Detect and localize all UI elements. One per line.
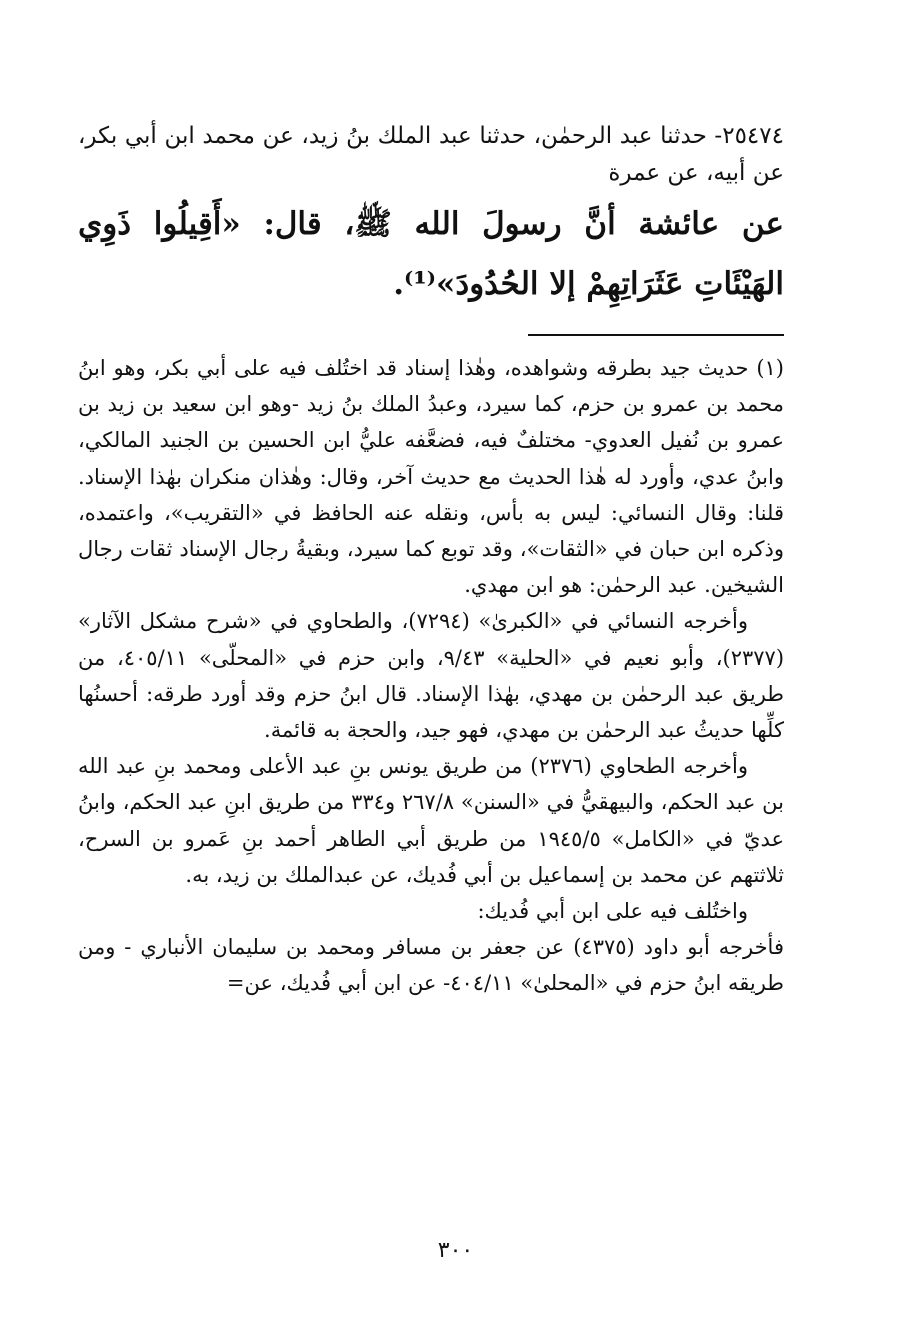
hadith-isnad: ٢٥٤٧٤- حدثنا عبد الرحمٰن، حدثنا عبد الملك بنُ زيد، عن محمد ابن أبي بكر، عن أبيه، عن عمرة (78, 123, 784, 186)
footnote-paragraph-2: وأخرجه النسائي في «الكبرىٰ» (٧٢٩٤)، والطحاوي في «شرح مشكل الآثار» (٢٣٧٧)، وأبو نعيم في «الحلية» ٩/٤٣، وابن حزم في «المحلّى» ٤٠٥/١١، من طريق عبد الرحمٰن بن مهدي، بهٰذا الإسناد. قال ابنُ حزم وقد أورد طرقه: أحسنُها كلِّها حديثُ عبد الرحمٰن بن مهدي، فهو جيد، والحجة به قائمة. (78, 609, 785, 743)
footnote-paragraph-5: فأخرجه أبو داود (٤٣٧٥) عن جعفر بن مسافر ومحمد بن سليمان الأنباري - ومن طريقه ابنُ حزم في «المحلىٰ» ٤٠٤/١١- عن ابن أبي فُديك، عن= (78, 935, 784, 996)
footnote-1: (١) حديث جيد بطرقه وشواهده، وهٰذا إسناد قد اختُلف فيه على أبي بكر، وهو ابنُ محمد بن عمرو بن حزم، كما سيرد، وعبدُ الملك بنُ زيد -وهو ابن سعيد بن زيد بن عمرو بن نُفيل العدوي- مختلفٌ فيه، فضعَّفه عليُّ ابن الحسين بن الجنيد المالكي، وابنُ عدي، وأورد له هٰذا الحديث مع حديث آخر، وقال: وهٰذان منكران بهٰذا الإسناد. قلنا: وقال النسائي: ليس به بأس، ونقله عنه الحافظ في «التقريب»، واعتمده، وذكره ابن حبان في «الثقات»، وقد توبع كما سيرد، وبقيةُ رجال الإسناد ثقات رجال الشيخين. عبد الرحمٰن: هو ابن مهدي. (78, 356, 784, 598)
hadith-matn: عن عائشة أنَّ رسولَ الله ﷺ، قال: «أَقِيلُوا ذَوِي الهَيْئَاتِ عَثَرَاتِهِمْ إلا الحُدُودَ»⁽¹⁾. (78, 206, 784, 302)
page-body (78, 118, 784, 1002)
footnote-separator (528, 334, 784, 336)
footnote-paragraph-4: واختُلف فيه على ابن أبي فُديك: (477, 899, 748, 924)
footnote-paragraph-3: وأخرجه الطحاوي (٢٣٧٦) من طريق يونس بنِ عبد الأعلى ومحمد بنِ عبد الله بن عبد الحكم، والبيهقيُّ في «السنن» ٢٦٧/٨ و٣٣٤ من طريق ابنِ عبد الحكم، وابنُ عديّ في «الكامل» ١٩٤٥/٥ من طريق أبي الطاهر أحمد بنِ عَمرو بن السرح، ثلاثتهم عن محمد بن إسماعيل بن أبي فُديك، عن عبدالملك بن زيد، به. (78, 754, 785, 887)
page-number: ٣٠٠ (437, 1238, 474, 1263)
